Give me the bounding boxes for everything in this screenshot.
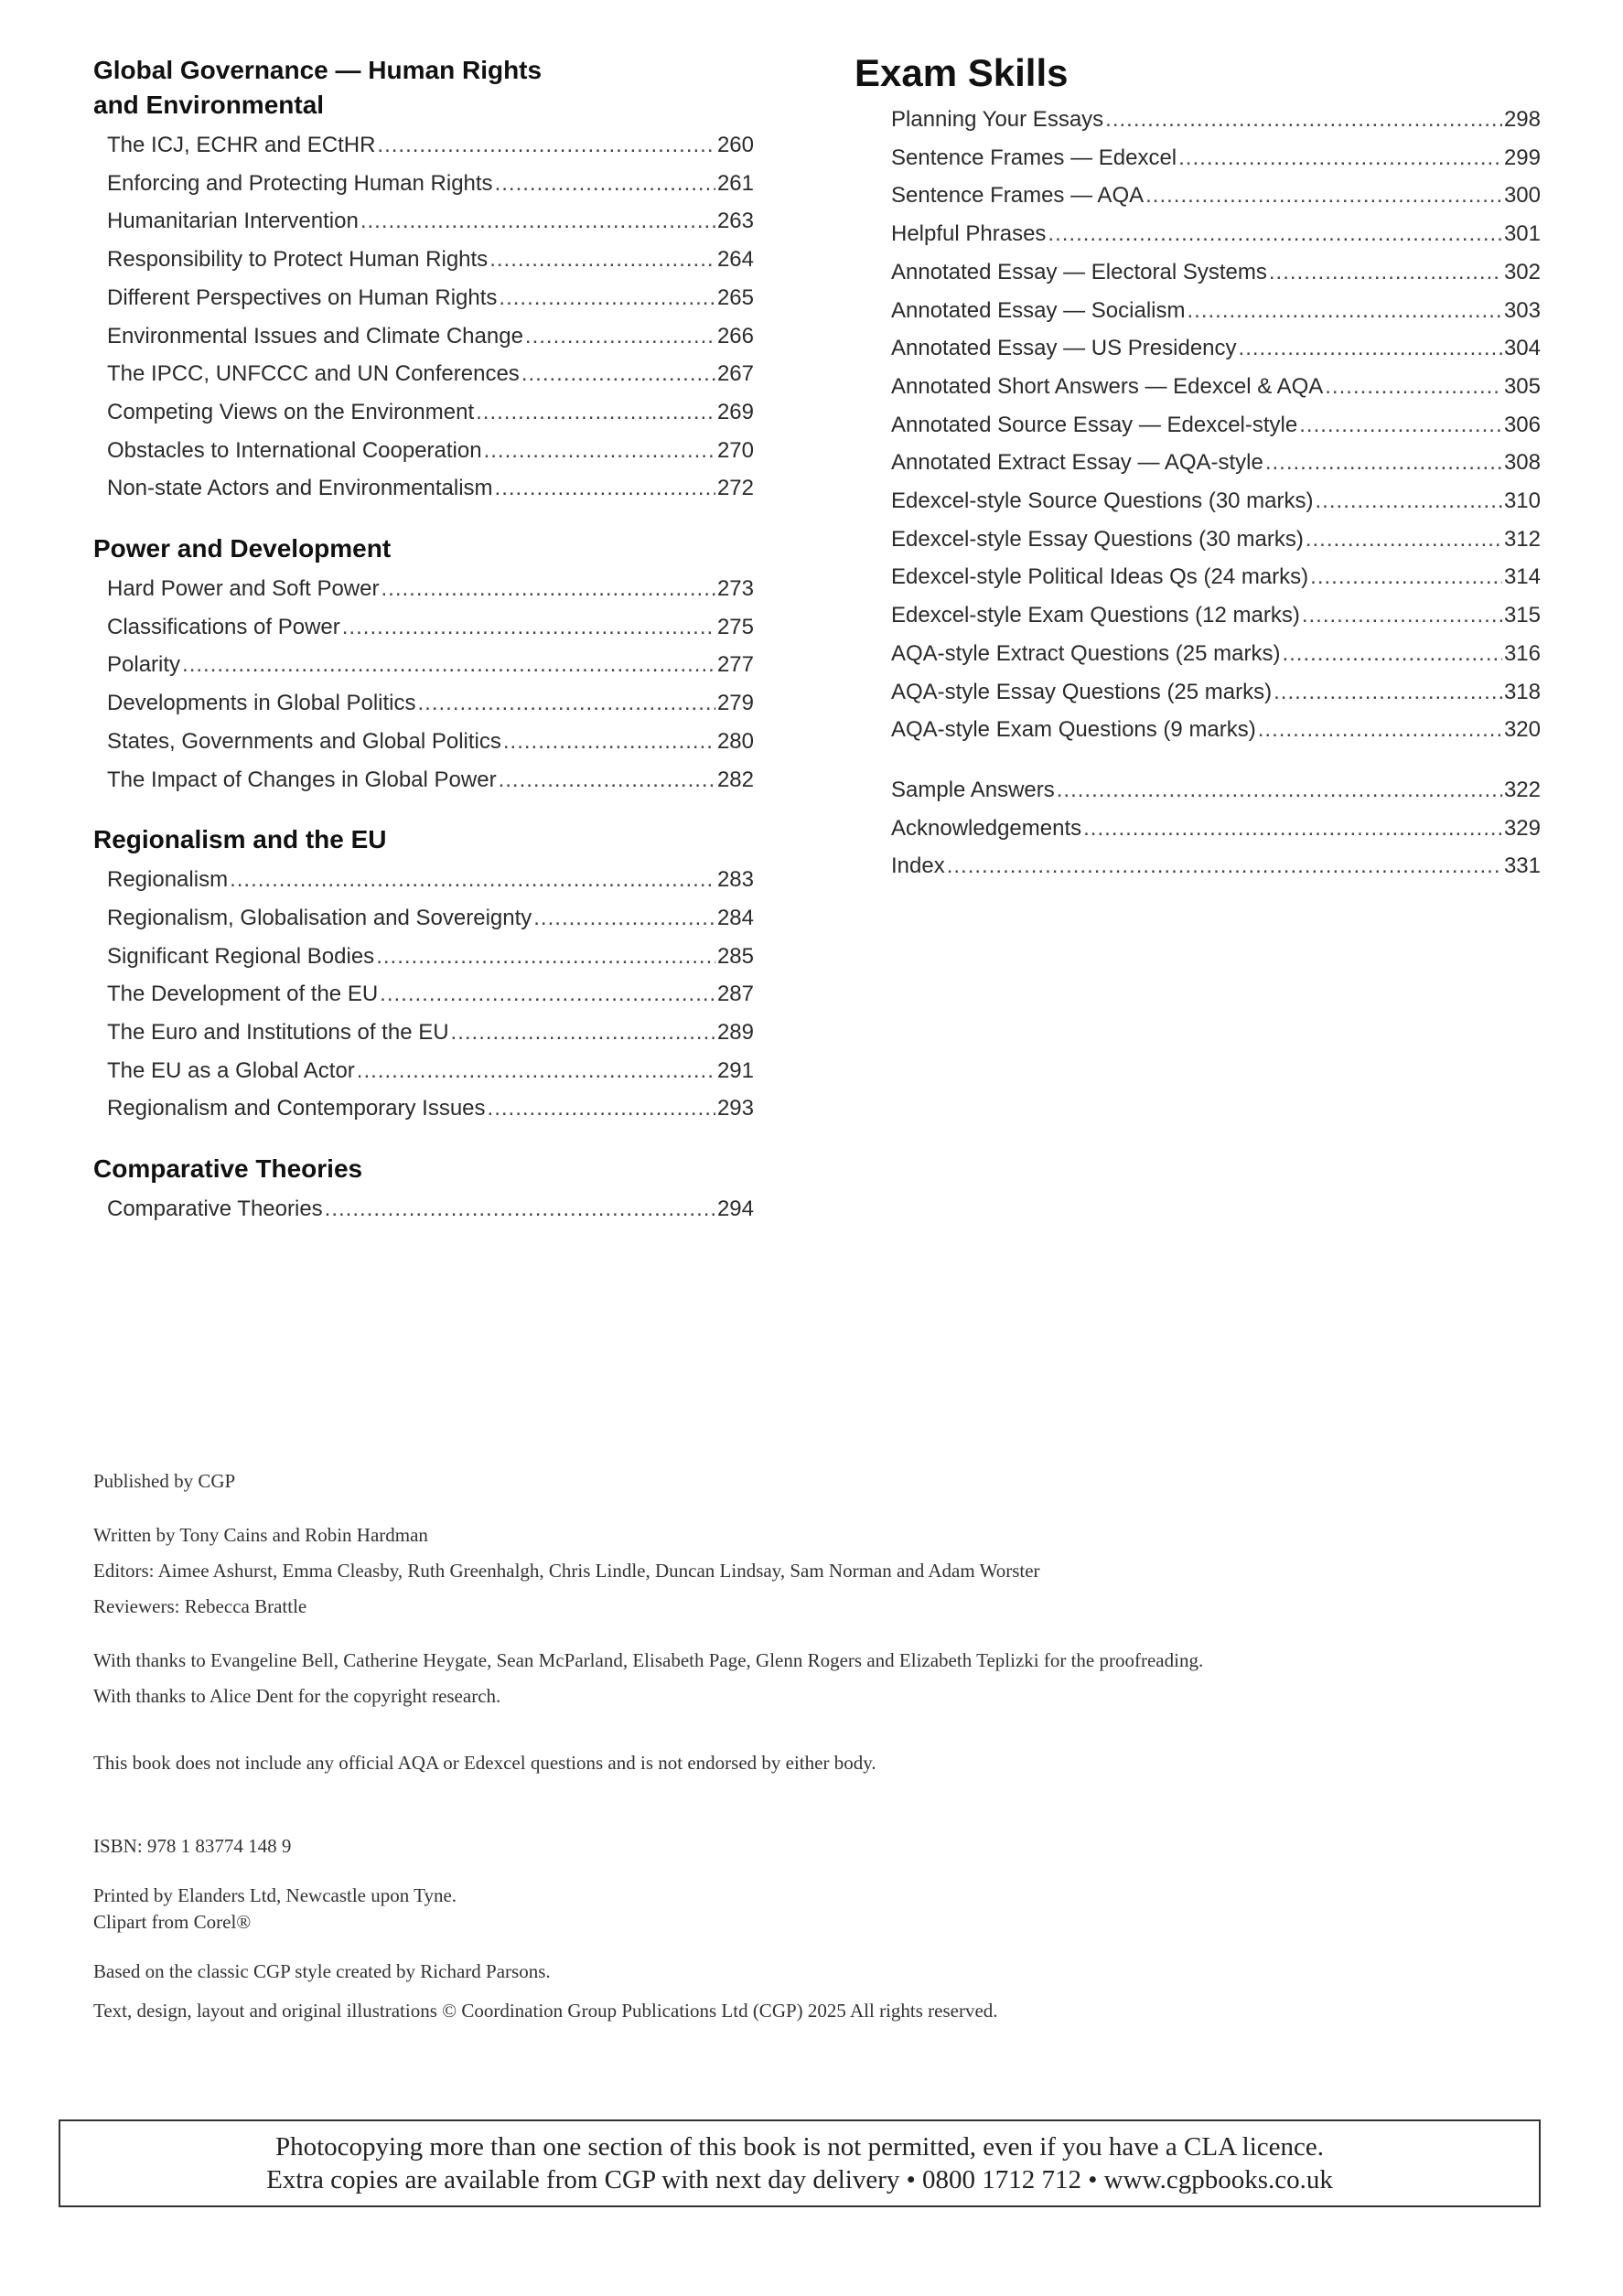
toc-entry[interactable] — [854, 253, 1541, 292]
dot-leader — [381, 570, 715, 608]
toc-entry-label: Responsibility to Protect Human Rights — [107, 247, 489, 273]
dot-leader — [1048, 215, 1502, 253]
dot-leader — [1083, 810, 1502, 848]
thanks-copyright: With thanks to Alice Dent for the copyright research. — [93, 1685, 501, 1707]
toc-entry-page-number: 316 — [1503, 640, 1541, 666]
toc-entry[interactable] — [93, 1052, 754, 1090]
isbn: ISBN: 978 1 83774 148 9 — [93, 1835, 292, 1857]
dot-leader — [342, 608, 715, 647]
toc-entry[interactable] — [854, 673, 1541, 712]
toc-entry-label: Polarity — [107, 652, 181, 678]
dot-leader — [1299, 406, 1502, 445]
toc-entry[interactable] — [854, 444, 1541, 482]
dot-leader — [499, 761, 715, 799]
toc-entry-page-number: 308 — [1503, 450, 1541, 476]
toc-entry-page-number: 269 — [716, 399, 754, 424]
section-heading-line: Comparative Theories — [93, 1154, 363, 1184]
toc-entry[interactable] — [93, 355, 754, 393]
toc-entry-page-number: 304 — [1503, 336, 1541, 361]
copyright-line: Text, design, layout and original illustrations © Coordination Group Publications Ltd (CGP) 2025 All rights reserved. — [93, 2000, 998, 2022]
toc-entry-page-number: 315 — [1503, 603, 1541, 628]
toc-entry[interactable] — [93, 279, 754, 317]
toc-entry-page-number: 318 — [1503, 679, 1541, 704]
toc-entry[interactable] — [93, 165, 754, 203]
toc-entry[interactable] — [93, 570, 754, 608]
toc-entry[interactable] — [854, 847, 1541, 885]
dot-leader — [521, 355, 715, 393]
toc-entry[interactable] — [93, 469, 754, 508]
toc-entry[interactable] — [854, 101, 1541, 139]
dot-leader — [495, 469, 715, 508]
dot-leader — [1145, 177, 1502, 215]
toc-entry-label: Hard Power and Soft Power — [107, 576, 380, 602]
toc-entry-label: Annotated Short Answers — Edexcel & AQA — [891, 373, 1324, 399]
section-heading-line: Regionalism and the EU — [93, 825, 387, 854]
toc-entry-label: Edexcel-style Political Ideas Qs (24 marks) — [891, 564, 1309, 590]
toc-entry-label: States, Governments and Global Politics — [107, 728, 501, 754]
section-heading — [93, 53, 754, 123]
toc-entry-page-number: 300 — [1503, 183, 1541, 209]
toc-entry[interactable] — [93, 1089, 754, 1128]
toc-entry[interactable] — [93, 861, 754, 899]
reviewers: Reviewers: Rebecca Brattle — [93, 1595, 307, 1617]
notice-line-2: Extra copies are available from CGP with next day delivery • 0800 1712 712 • www.cgpbooks.co.uk — [266, 2165, 1333, 2194]
exam-skills-heading: Exam Skills — [854, 51, 1069, 94]
editors: Editors: Aimee Ashurst, Emma Cleasby, Ruth Greenhalgh, Chris Lindle, Duncan Lindsay, Sam Norman and Adam Worster — [93, 1560, 1040, 1582]
toc-entry-page-number: 314 — [1503, 564, 1541, 590]
dot-leader — [1265, 444, 1502, 482]
contents-right-column — [854, 48, 1541, 885]
dot-leader — [182, 646, 715, 684]
contents-left-column — [93, 53, 754, 1252]
toc-entry[interactable] — [93, 393, 754, 432]
dot-leader — [1187, 292, 1501, 330]
dot-leader — [377, 126, 715, 165]
contents-section — [93, 1152, 754, 1228]
toc-entry[interactable] — [854, 711, 1541, 749]
toc-entry-label: Sentence Frames — AQA — [891, 183, 1145, 209]
dot-leader — [1178, 139, 1502, 177]
section-heading-line: Power and Development — [93, 534, 392, 563]
toc-entry-page-number: 283 — [716, 867, 754, 893]
toc-entry-page-number: 260 — [716, 133, 754, 157]
toc-entry-label: Classifications of Power — [107, 614, 340, 639]
toc-entry-label: Comparative Theories — [107, 1196, 323, 1222]
toc-entry[interactable] — [854, 215, 1541, 253]
toc-entry-label: Sample Answers — [891, 777, 1055, 802]
toc-entry[interactable] — [93, 202, 754, 241]
imprint-block — [93, 1464, 1521, 2029]
toc-entry-page-number: 310 — [1503, 488, 1541, 514]
toc-entry-page-number: 320 — [1503, 717, 1541, 743]
section-heading — [93, 531, 754, 566]
toc-entry-label: Different Perspectives on Human Rights — [107, 284, 498, 310]
toc-entry-label: Regionalism, Globalisation and Sovereignty — [107, 905, 532, 930]
toc-entry[interactable] — [93, 723, 754, 761]
dot-leader — [525, 317, 715, 356]
toc-entry-label: Helpful Phrases — [891, 221, 1047, 247]
dot-leader — [476, 393, 715, 432]
toc-entry-page-number: 298 — [1503, 107, 1541, 132]
toc-entry-label: Regionalism and Contemporary Issues — [107, 1096, 486, 1121]
toc-entry[interactable] — [93, 432, 754, 470]
contents-section — [93, 822, 754, 1128]
toc-entry-page-number: 280 — [716, 728, 754, 754]
dot-leader — [1310, 558, 1502, 596]
dot-leader — [1302, 596, 1502, 635]
toc-entry-page-number: 264 — [716, 247, 754, 273]
toc-entry[interactable] — [854, 292, 1541, 330]
toc-entry-page-number: 285 — [716, 943, 754, 969]
toc-entry-page-number: 267 — [716, 361, 754, 387]
toc-entry[interactable] — [854, 558, 1541, 596]
dot-leader — [1057, 771, 1502, 810]
toc-entry[interactable] — [93, 938, 754, 976]
toc-entry[interactable] — [854, 596, 1541, 635]
dot-leader — [376, 938, 715, 976]
contents-section — [93, 531, 754, 799]
toc-entry[interactable] — [854, 771, 1541, 810]
toc-entry[interactable] — [854, 520, 1541, 559]
toc-entry-page-number: 301 — [1503, 221, 1541, 247]
toc-entry[interactable] — [854, 329, 1541, 368]
toc-entry-label: AQA-style Essay Questions (25 marks) — [891, 679, 1273, 704]
toc-entry-label: Obstacles to International Cooperation — [107, 437, 482, 463]
exam-skills-list — [854, 101, 1541, 749]
toc-entry-page-number: 261 — [716, 170, 754, 196]
dot-leader — [499, 279, 715, 317]
toc-entry[interactable] — [93, 761, 754, 799]
thanks-proofreading: With thanks to Evangeline Bell, Catherine Heygate, Sean McParland, Elisabeth Page, Glenn Rogers and Elizabeth Teplizki for the proofreading. — [93, 1649, 1204, 1671]
toc-entry-label: Annotated Essay — Electoral Systems — [891, 259, 1267, 284]
clipart-credit: Clipart from Corel® — [93, 1911, 252, 1933]
dot-leader — [1316, 482, 1502, 520]
section-heading-line: Global Governance — Human Rights — [93, 56, 543, 84]
toc-entry-label: Acknowledgements — [891, 815, 1082, 841]
toc-entry-label: Annotated Essay — Socialism — [891, 297, 1186, 323]
toc-entry[interactable] — [854, 810, 1541, 848]
toc-entry-label: Humanitarian Intervention — [107, 209, 359, 234]
toc-entry[interactable] — [93, 608, 754, 647]
toc-entry[interactable] — [93, 646, 754, 684]
toc-entry-page-number: 287 — [716, 982, 754, 1007]
toc-entry[interactable] — [854, 406, 1541, 445]
dot-leader — [533, 899, 715, 938]
toc-entry-page-number: 303 — [1503, 297, 1541, 323]
dot-leader — [357, 1052, 715, 1090]
toc-entry[interactable] — [93, 241, 754, 279]
toc-entry[interactable] — [854, 635, 1541, 673]
dot-leader — [1274, 673, 1502, 712]
toc-entry[interactable] — [854, 177, 1541, 215]
dot-leader — [1239, 329, 1502, 368]
toc-entry-page-number: 289 — [716, 1020, 754, 1046]
based-on: Based on the classic CGP style created by Richard Parsons. — [93, 1960, 551, 1982]
dot-leader — [1306, 520, 1502, 559]
toc-entry-page-number: 275 — [716, 614, 754, 639]
dot-leader — [503, 723, 715, 761]
toc-entry[interactable] — [854, 482, 1541, 520]
toc-entry-label: The IPCC, UNFCCC and UN Conferences — [107, 361, 520, 387]
dot-leader — [380, 975, 715, 1014]
toc-entry-page-number: 331 — [1503, 853, 1541, 879]
toc-entry-label: The ICJ, ECHR and ECtHR — [107, 133, 376, 157]
toc-entry[interactable] — [93, 317, 754, 356]
notice-line-1: Photocopying more than one section of this book is not permitted, even if you have a CLA licence. — [274, 2132, 1325, 2162]
dot-leader — [489, 241, 715, 279]
toc-entry-label: Edexcel-style Essay Questions (30 marks) — [891, 526, 1304, 552]
section-heading — [93, 1152, 754, 1186]
toc-entry-page-number: 263 — [716, 209, 754, 234]
back-matter-list — [854, 771, 1541, 885]
disclaimer: This book does not include any official AQA or Edexcel questions and is not endorsed by either body. — [93, 1752, 876, 1774]
toc-entry-page-number: 312 — [1503, 526, 1541, 552]
toc-entry-page-number: 322 — [1503, 777, 1541, 802]
toc-entry-label: The Euro and Institutions of the EU — [107, 1020, 449, 1046]
toc-entry-label: Annotated Extract Essay — AQA-style — [891, 450, 1263, 476]
toc-entry[interactable] — [93, 899, 754, 938]
published-by: Published by CGP — [93, 1470, 236, 1492]
toc-entry-page-number: 302 — [1503, 259, 1541, 284]
dot-leader — [488, 1089, 715, 1128]
toc-entry-page-number: 273 — [716, 576, 754, 602]
dot-leader — [360, 202, 715, 241]
toc-entry-label: Annotated Essay — US Presidency — [891, 336, 1237, 361]
dot-leader — [418, 684, 715, 723]
toc-entry-page-number: 279 — [716, 691, 754, 716]
toc-entry[interactable] — [93, 1014, 754, 1052]
toc-entry-page-number: 282 — [716, 767, 754, 792]
toc-entry-label: Competing Views on the Environment — [107, 399, 475, 424]
toc-entry-page-number: 270 — [716, 437, 754, 463]
toc-entry-page-number: 329 — [1503, 815, 1541, 841]
toc-entry-page-number: 265 — [716, 284, 754, 310]
dot-leader — [1282, 635, 1502, 673]
toc-entry-label: Enforcing and Protecting Human Rights — [107, 170, 493, 196]
toc-entry-page-number: 272 — [716, 476, 754, 501]
toc-entry-label: Significant Regional Bodies — [107, 943, 375, 969]
toc-entry-label: The Impact of Changes in Global Power — [107, 767, 497, 792]
dot-leader — [1325, 368, 1502, 406]
toc-entry-label: Edexcel-style Source Questions (30 marks) — [891, 488, 1314, 514]
dot-leader — [484, 432, 715, 470]
toc-entry-page-number: 284 — [716, 905, 754, 930]
toc-entry-page-number: 294 — [716, 1196, 754, 1222]
toc-entry-page-number: 293 — [716, 1096, 754, 1121]
written-by: Written by Tony Cains and Robin Hardman — [93, 1524, 428, 1546]
dot-leader — [1258, 711, 1502, 749]
photocopy-notice-box — [59, 2119, 1541, 2207]
toc-entry-label: Regionalism — [107, 867, 229, 893]
toc-entry-page-number: 305 — [1503, 373, 1541, 399]
dot-leader — [495, 165, 715, 203]
toc-entry-label: The Development of the EU — [107, 982, 379, 1007]
dot-leader — [947, 847, 1502, 885]
printed-by: Printed by Elanders Ltd, Newcastle upon Tyne. — [93, 1884, 457, 1906]
dot-leader — [325, 1190, 715, 1228]
toc-entry-page-number: 299 — [1503, 145, 1541, 170]
dot-leader — [230, 861, 715, 899]
toc-entry[interactable] — [93, 126, 754, 165]
toc-entry-label: AQA-style Extract Questions (25 marks) — [891, 640, 1281, 666]
toc-entry-page-number: 277 — [716, 652, 754, 678]
dot-leader — [1269, 253, 1502, 292]
toc-entry[interactable] — [854, 368, 1541, 406]
toc-entry-label: Developments in Global Politics — [107, 691, 416, 716]
toc-entry-label: AQA-style Exam Questions (9 marks) — [891, 717, 1256, 743]
dot-leader — [1105, 101, 1502, 139]
toc-entry-page-number: 306 — [1503, 412, 1541, 437]
toc-entry-label: Edexcel-style Exam Questions (12 marks) — [891, 603, 1300, 628]
toc-entry-page-number: 291 — [716, 1057, 754, 1083]
toc-entry[interactable] — [93, 975, 754, 1014]
toc-entry-label: The EU as a Global Actor — [107, 1057, 355, 1083]
toc-entry-label: Annotated Source Essay — Edexcel-style — [891, 412, 1298, 437]
toc-entry[interactable] — [93, 1190, 754, 1228]
toc-entry-label: Sentence Frames — Edexcel — [891, 145, 1177, 170]
section-heading — [93, 822, 754, 857]
toc-entry[interactable] — [854, 139, 1541, 177]
contents-section — [93, 53, 754, 508]
toc-entry-label: Environmental Issues and Climate Change — [107, 323, 523, 349]
toc-entry-page-number: 266 — [716, 323, 754, 349]
toc-entry[interactable] — [93, 684, 754, 723]
dot-leader — [451, 1014, 715, 1052]
toc-entry-label: Planning Your Essays — [891, 107, 1104, 132]
toc-entry-label: Non-state Actors and Environmentalism — [107, 476, 493, 501]
toc-entry-label: Index — [891, 853, 945, 879]
section-heading-line: and Environmental — [93, 91, 325, 119]
